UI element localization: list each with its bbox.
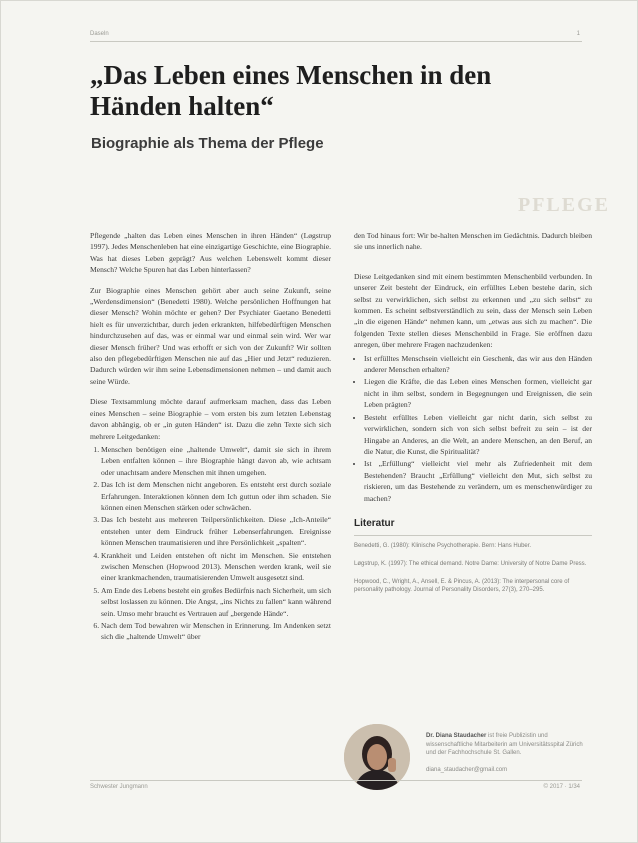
list-item: • Ist erfülltes Menschsein vielleicht ein Geschenk, das wir aus den Händen anderer Menschen erhalten?: [364, 353, 592, 376]
list-item: 4. Krankheit und Leiden entstehen oft nicht im Menschen. Sie entstehen zwischen Menschen (Hopwood 2013). Menschen werden krank, weil sie einer krankmachenden, traumatisierenden Umwelt ausgesetzt sind.: [101, 550, 331, 584]
footer-journal-name: Schwester Jungmann: [90, 784, 148, 790]
intro-paragraph: Pflegende „halten das Leben eines Menschen in ihren Händen“ (Løgstrup 1997). Jedes Menschenleben hat eine einzigartige Geschichte, eine Biographie. Was hat dieses Leben geprägt? Aus welchen Lebenswelt kommt dieser Mensch? Welche Spuren hat das Leben hinterlassen?: [90, 231, 331, 275]
list-item: 1. Menschen benötigen eine „haltende Umwelt“, damit sie sich in ihrem Leben entfalten können – ihre Biographie hängt davon ab, wie achtsam oder unachtsam andere Menschen mit ihnen umgehen.: [101, 444, 331, 478]
header-page-marker: 1: [576, 31, 580, 37]
show-through-watermark: PFLEGE: [517, 194, 610, 216]
guideline-intro-paragraph: Diese Textsammlung möchte darauf aufmerksam machen, dass das Leben eines Menschen – seine Biographie – vom ersten bis zum letzten Lebenstag davon abhängig, ob er „in guten Händen“ ist. Dazu die zehn Texte sich sich mehrere Leitgedanken:: [90, 397, 331, 441]
list-item: 5. Am Ende des Lebens besteht ein großes Bedürfnis nach Sicherheit, um sich selbst loslassen zu können. Die Angst, „ins Nichts zu fallen“ kann während sein. Umso mehr braucht es Vertrauen auf „bergende Hände“.: [101, 585, 331, 619]
list-item: • Ist „Erfüllung“ vielleicht viel mehr als Zufriedenheit mit dem Bestehenden? Braucht „Erfüllung“ vielleicht den Mut, sich selbst zu riskieren, um das Bestehende zu verändern, um es menschenwürdiger zu machen?: [364, 458, 592, 504]
reference-item: Benedetti, G. (1980): Klinische Psychotherapie. Bern: Hans Huber.: [354, 543, 532, 550]
article-title: „Das Leben eines Menschen in den Händen halten“: [90, 60, 492, 121]
reference-item: Løgstrup, K. (1997): The ethical demand. Notre Dame: University of Notre Dame Press.: [354, 560, 587, 567]
list-item: • Besteht erfülltes Leben vielleicht gar nicht darin, sich selbst zu verwirklichen, sondern sich von sich selbst befreit zu sein – ist der Hingabe an Anderes, an die Welt, an andere Menschen, an den Beruf, an die Natur, die Kunst, die Spiritualität?: [364, 412, 592, 458]
list-item: 2. Das Ich ist dem Menschen nicht angeboren. Es entsteht erst durch soziale Erfahrungen. Interaktionen können dem Ich guttun oder ihm schaden. Sie können einen Menschen stärken oder schwächen.: [101, 479, 331, 513]
menschenbild-paragraph: Diese Leitgedanken sind mit einem bestimmten Menschenbild verbunden. In unserer Zeit besteht der Eindruck, ein erfülltes Leben bestehe darin, sich selbst zu verwirklichen, sich selbst zu erkennen und „zu sich selbst“ zu kommen. Es scheint selbstverständlich zu sein, dass der Mensch sein Leben „in die eigenen Hände“ nehmen kann, um „etwas aus sich zu machen“. Die folgenden Texte stellen dieses Menschenbild in Frage. Sie eröffnen dazu anregen, über mehrere Fragen nachzudenken:: [354, 271, 592, 350]
continuation-paragraph: den Tod hinaus fort: Wir be-halten Menschen im Gedächtnis. Dadurch bleiben sie uns innerlich nahe.: [354, 231, 592, 252]
literature-divider: [354, 535, 592, 536]
list-item: 3. Das Ich besteht aus mehreren Teilpersönlichkeiten. Diese „Ich-Anteile“ entstehen unter dem Eindruck früher Lebenserfahrungen. Ereignisse können Menschen traumatisieren und ihre Persönlichkeit „spalten“.: [101, 514, 331, 548]
list-item: • Liegen die Kräfte, die das Leben eines Menschen formen, vielleicht gar nicht in ihm selbst, sondern in Begegnungen und Ereignissen, die sein Leben prägten?: [364, 376, 592, 410]
reference-item: Hopwood, C., Wright, A., Ansell, E. & Pincus, A. (2013): The interpersonal core of personality pathology. Journal of Personality Disorders, 27(3), 270–295.: [354, 578, 570, 594]
running-section: Daseln: [90, 31, 109, 37]
author-bio: [426, 732, 594, 774]
text-column-left: [90, 230, 331, 644]
question-list: [354, 353, 592, 504]
running-header: [90, 31, 582, 42]
article-subtitle: Biographie als Thema der Pflege: [91, 135, 324, 152]
biography-paragraph: Zur Biographie eines Menschen gehört aber auch seine Zukunft, seine „Werdensdimension“ (Benedetti 1980). Welche persönlichen Hoffnungen hat dieser Mensch? Wohin möchte er gehen? Der Psychiater Gaetano Benedetti hielt es für unverzichtbar, durch jeden erkrankten, hilfebedürftigen Menschen hindurchzusehen auf das, was er einmal war und einmal sein wird. Wer war dieser Mensch früher? Und was erhofft er sich von der Zukunft? Wir sollten also den pflegebedürftigen Menschen nie auf das „Hier und Jetzt“ reduzieren. Dadurch würden wir ihm seine Lebensdimensionen nehmen – und damit auch seine Würde.: [90, 285, 331, 386]
author-name: Dr. Diana Staudacher: [426, 733, 487, 739]
text-column-right: [354, 230, 592, 604]
author-description: ist freie Publizistin und wissenschaftliche Mitarbeiterin am Universitätsspital Zürich und der Fachhochschule St. Gallen.: [426, 733, 583, 756]
guideline-list: [90, 444, 331, 643]
page-footer: [90, 780, 582, 793]
list-item: 6. Nach dem Tod bewahren wir Menschen in Erinnerung. Im Andenken setzt sich die „haltende Umwelt“ über: [101, 620, 331, 643]
footer-page-info: © 2017 · 1/34: [543, 784, 580, 790]
literature-heading: Literatur: [354, 517, 395, 529]
author-email[interactable]: diana_staudacher@gmail.com: [426, 766, 508, 773]
